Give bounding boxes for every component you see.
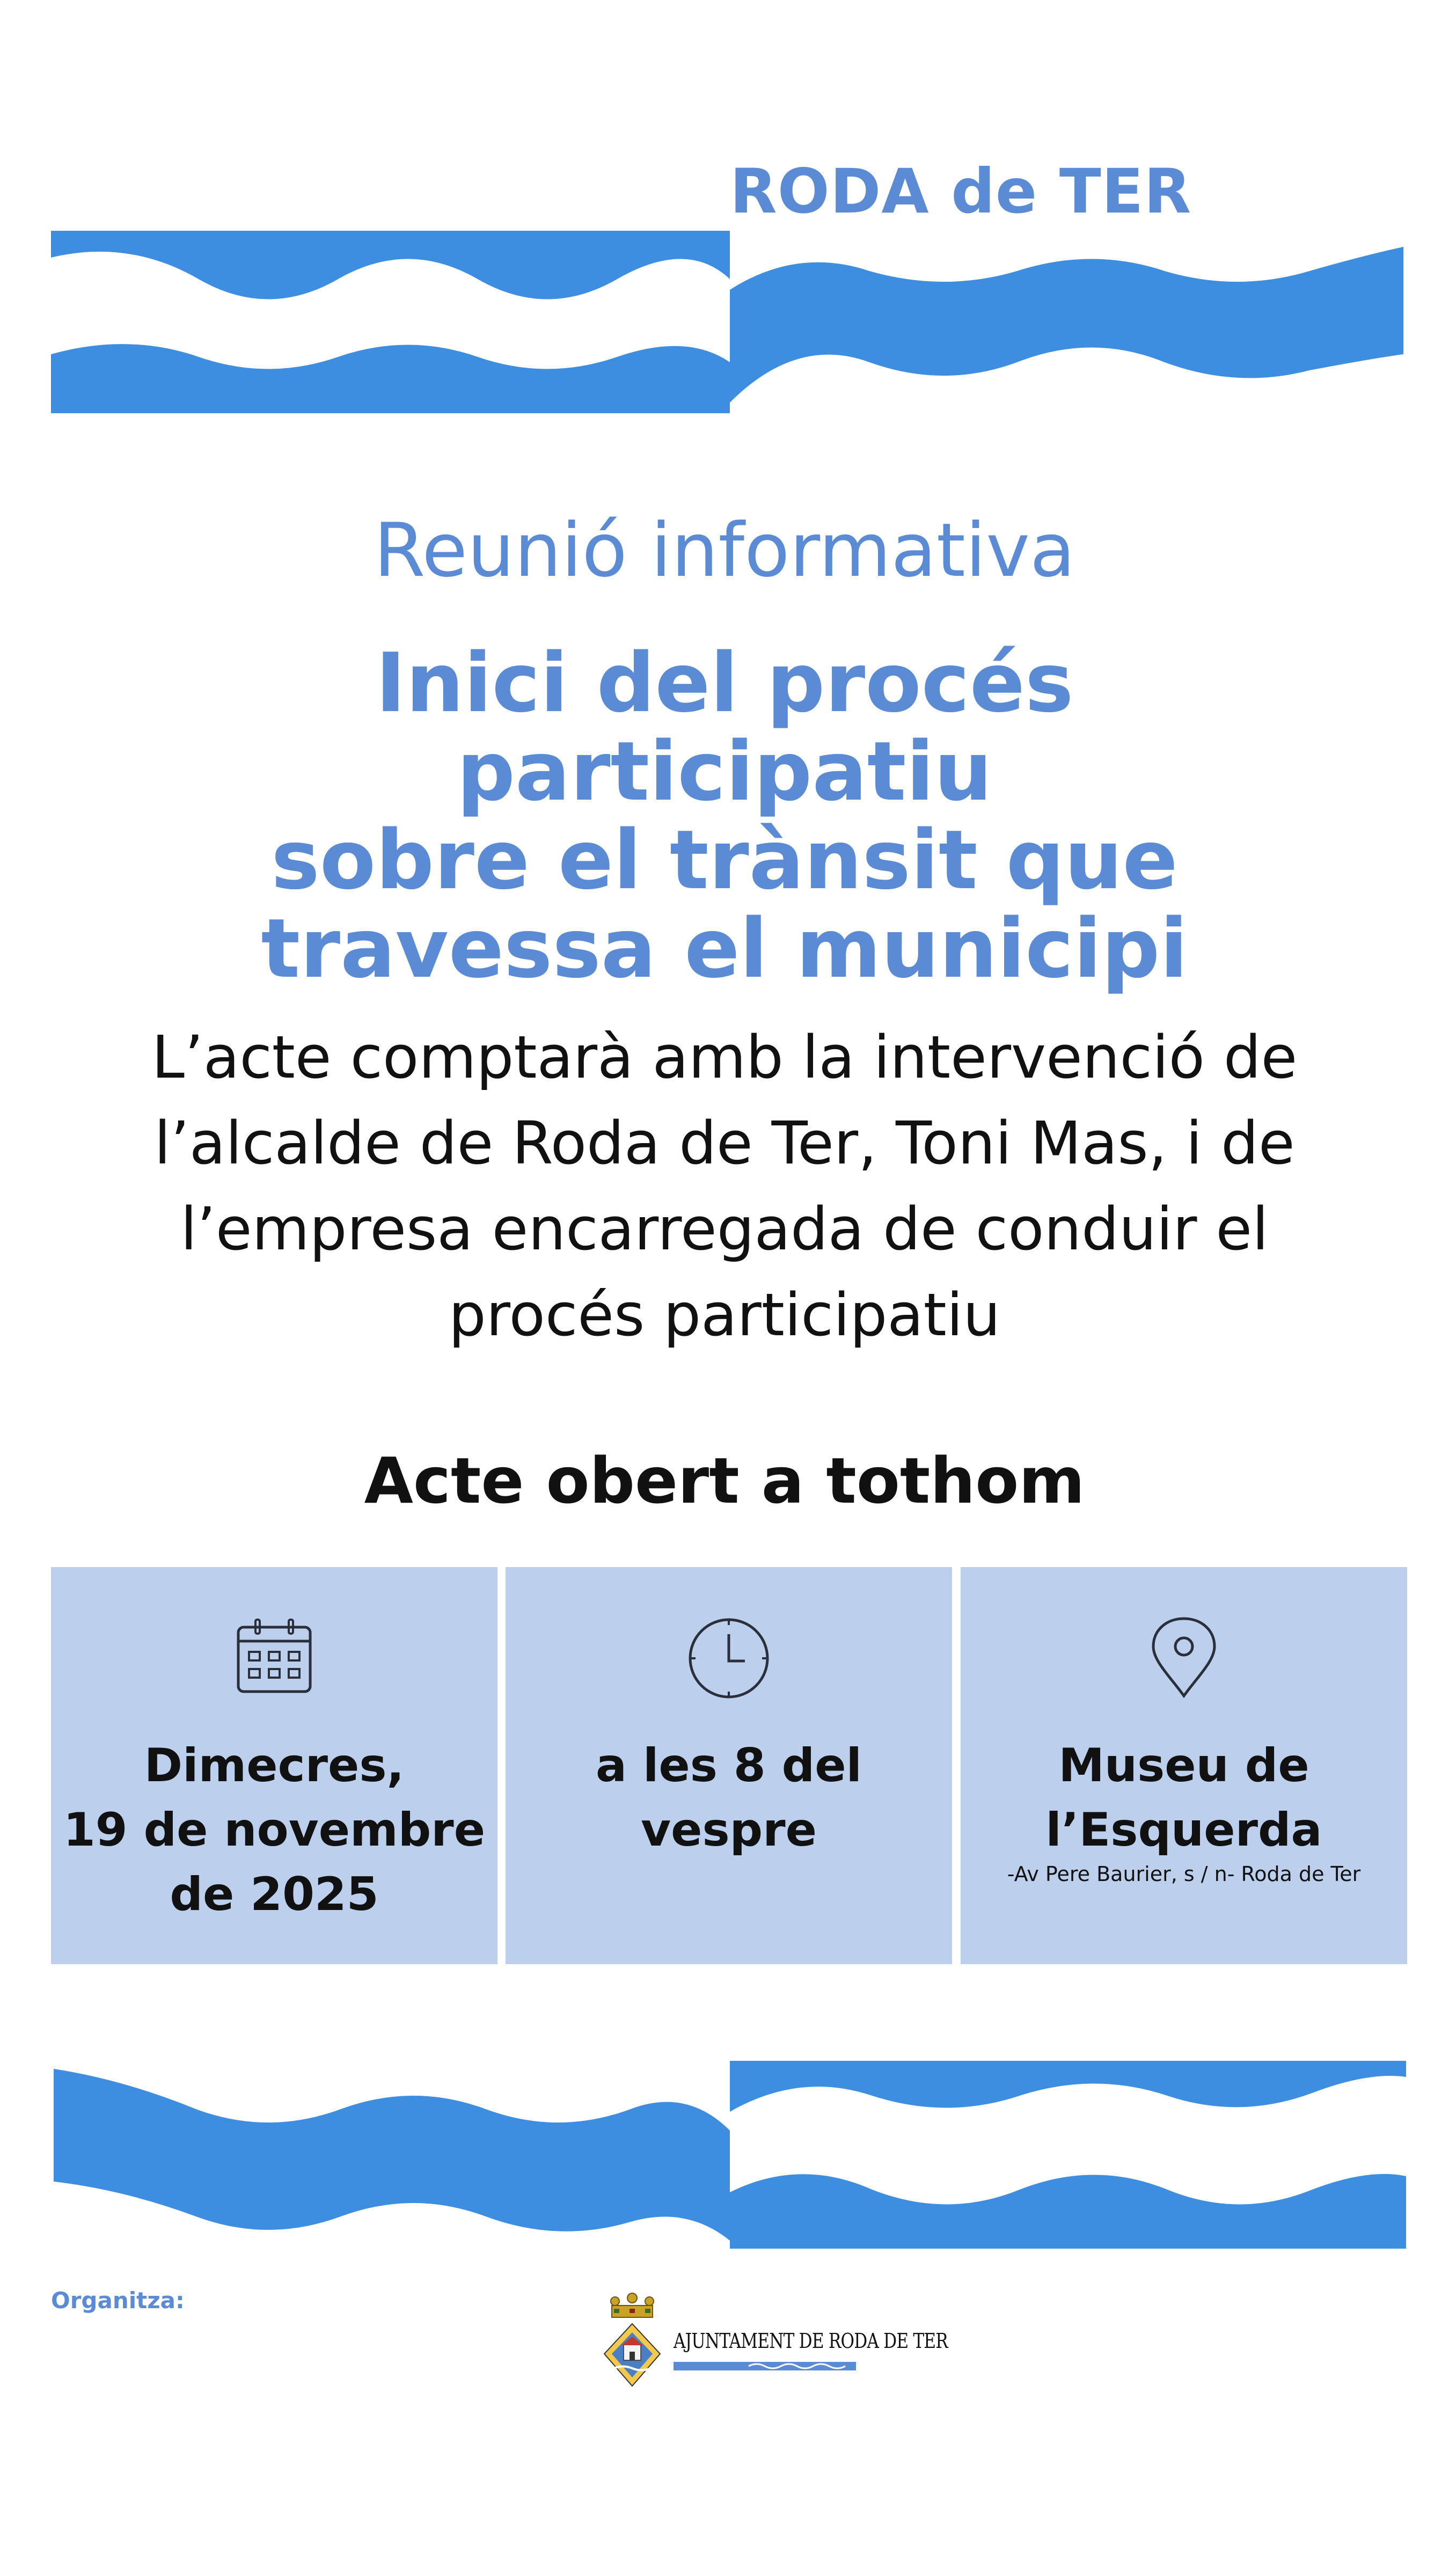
- calendar-icon: [234, 1615, 314, 1696]
- place-line: Museu de: [1058, 1739, 1309, 1792]
- date-line: 19 de novembre: [63, 1803, 486, 1857]
- crown-icon: [611, 2293, 654, 2317]
- location-pin-icon: [1149, 1615, 1219, 1701]
- event-subtitle: Reunió informativa: [374, 507, 1075, 594]
- clock-icon: [686, 1615, 772, 1701]
- place-line: l’Esquerda: [1045, 1803, 1322, 1857]
- bottom-wave-banner: [54, 2061, 1406, 2251]
- organizer-label: Organitza:: [51, 2287, 185, 2314]
- place-box: [961, 1567, 1407, 1964]
- date-line: Dimecres,: [144, 1739, 405, 1792]
- date-line: de 2025: [170, 1868, 379, 1921]
- date-box: [51, 1567, 497, 1964]
- organizer-logo-underline: [674, 2359, 856, 2375]
- place-address: -Av Pere Baurier, s / n- Roda de Ter: [1007, 1862, 1361, 1886]
- description-line: l’empresa encarregada de conduir el: [180, 1195, 1269, 1263]
- top-wave-banner: [51, 228, 1403, 419]
- bottom-right-wave-upper: [730, 2061, 1406, 2112]
- open-to-all-note: Acte obert a tothom: [364, 1444, 1085, 1518]
- time-box: [506, 1567, 952, 1964]
- bottom-right-wave-lower: [730, 2174, 1406, 2249]
- description-line: procés participatiu: [448, 1280, 1001, 1349]
- description-line: l’alcalde de Roda de Ter, Toni Mas, i de: [154, 1109, 1295, 1177]
- description-line: L’acte comptarà amb la intervenció de: [151, 1023, 1298, 1092]
- top-right-wave-band: [730, 247, 1403, 402]
- top-left-wave-upper: [51, 231, 730, 299]
- event-date: [51, 1733, 497, 1927]
- top-left-wave-lower: [51, 344, 730, 413]
- event-time: [506, 1733, 952, 1862]
- headline-line: Inici del procés participatiu: [375, 635, 1074, 819]
- brand-title: RODA de TER: [730, 156, 1192, 227]
- municipal-coat-of-arms-icon: [600, 2290, 664, 2390]
- organizer-name: AJUNTAMENT DE RODA DE TER: [674, 2329, 948, 2353]
- event-place: [961, 1733, 1407, 1862]
- headline-line: sobre el trànsit que: [271, 813, 1178, 908]
- bottom-left-wave-band: [54, 2069, 730, 2241]
- event-description: [107, 1014, 1342, 1358]
- headline-line: travessa el municipi: [261, 901, 1188, 996]
- event-headline: [107, 635, 1342, 996]
- time-line: a les 8 del vespre: [595, 1739, 862, 1857]
